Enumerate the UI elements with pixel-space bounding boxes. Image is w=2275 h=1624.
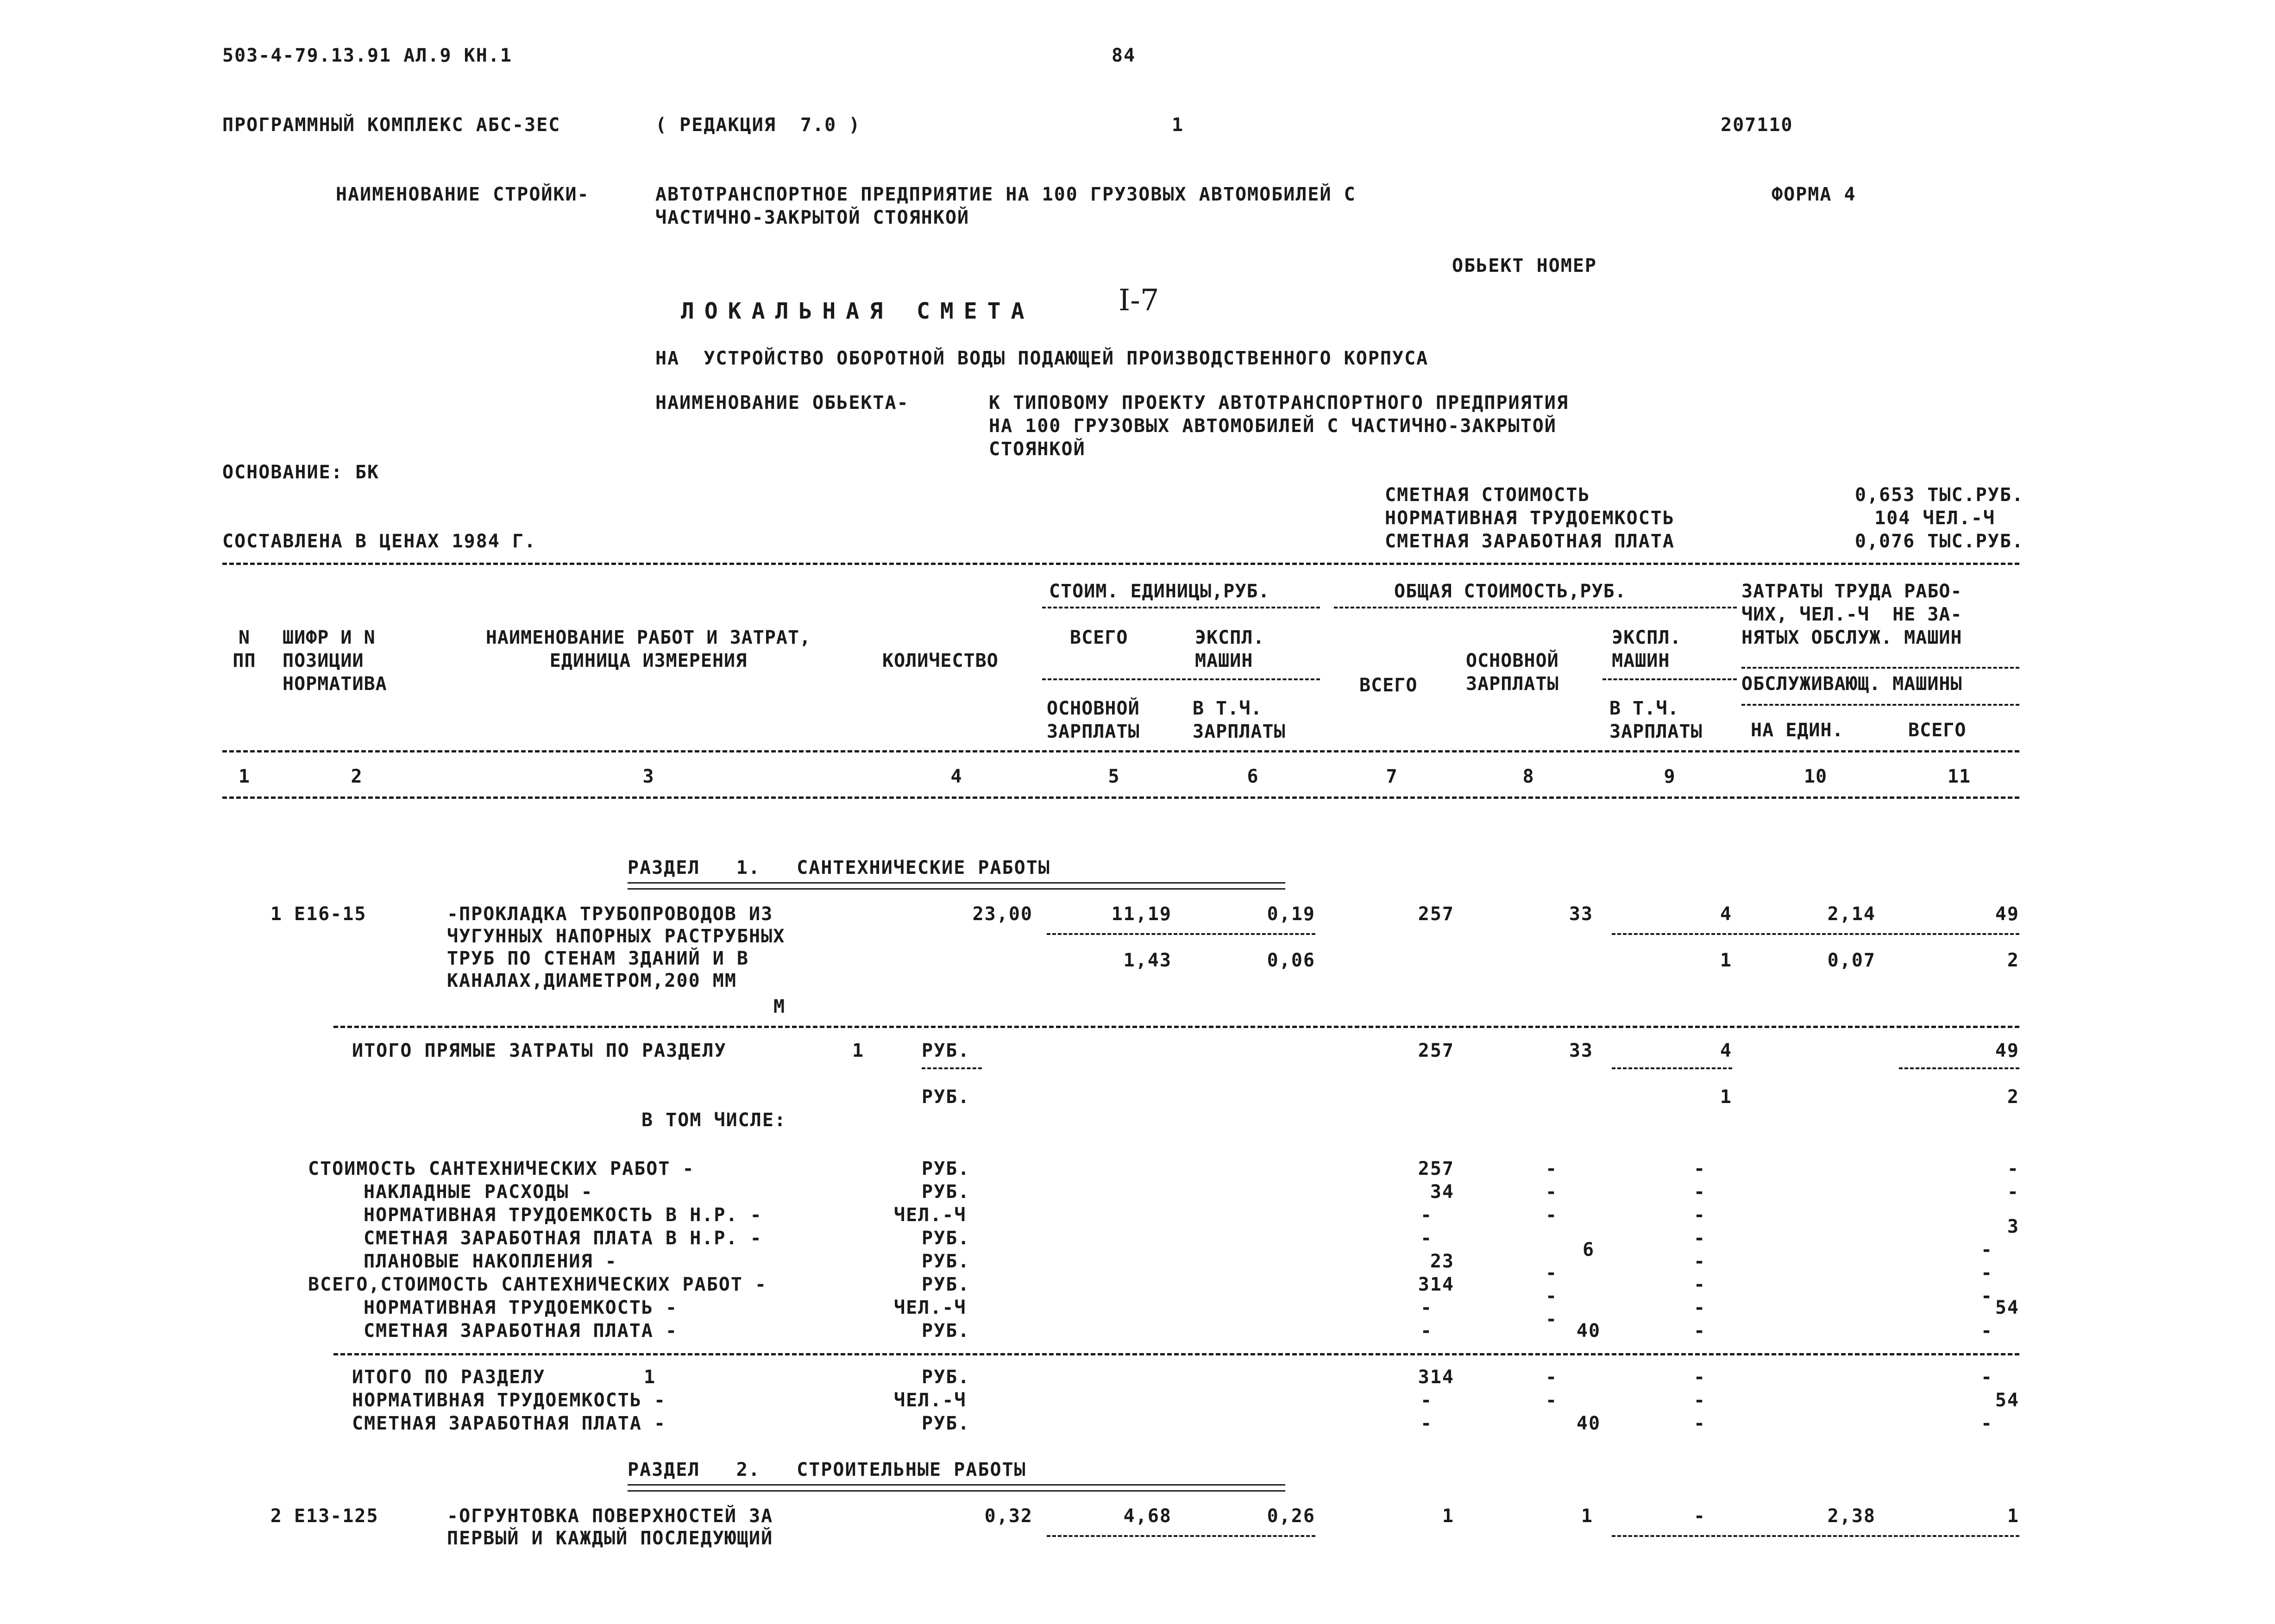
breakdown-label: НАКЛАДНЫЕ РАСХОДЫ - [364,1181,593,1203]
breakdown-wage: - [1545,1262,1558,1284]
direct-costs-total: 257 [1418,1040,1454,1061]
header-mid-rule [222,750,2019,752]
construction-name-line2: ЧАСТИЧНО-ЗАКРЫТОЙ СТОЯНКОЙ [655,207,970,228]
item-2-quantity: 0,32 [984,1505,1033,1527]
col-number-8: 8 [1522,766,1534,787]
section-1-title: РАЗДЕЛ 1. САНТЕХНИЧЕСКИЕ РАБОТЫ [628,857,1050,878]
breakdown-total: 257 [1418,1158,1454,1179]
header-col-3: НАИМЕНОВАНИЕ РАБОТ И ЗАТРАТ, ЕДИНИЦА ИЗМЕРЕНИЯ [485,627,811,671]
breakdown-labor: - [1980,1262,1993,1284]
breakdown-unit: РУБ. [922,1320,970,1342]
direct-costs-unit: РУБ. [922,1040,970,1061]
col-number-9: 9 [1664,766,1676,787]
total-value-wage: 0,076 ТЫС.РУБ. [1854,531,2024,552]
item-1-code: Е16-15 [294,903,367,925]
col-number-5: 5 [1108,766,1120,787]
breakdown-machines: - [1693,1228,1706,1249]
section-total-cost: - [1420,1413,1433,1434]
breakdown-machines: - [1693,1204,1706,1226]
section-total-cost: 314 [1418,1367,1454,1388]
breakdown-wage: 6 [1582,1239,1595,1260]
item-1-unit-wage: 1,43 [1123,950,1172,971]
breakdown-wage: - [1545,1181,1558,1203]
header-labor-service: ОБСЛУЖИВАЮЩ. МАШИНЫ [1741,673,1962,695]
item-1-labor-total-2: 2 [2007,950,2019,971]
direct-costs-labor-2: 2 [2007,1086,2019,1108]
item-1-quantity: 23,00 [972,903,1033,925]
object-name-line3: СТОЯНКОЙ [989,439,1086,460]
breakdown-wage: - [1545,1309,1558,1330]
header-col-8: ОСНОВНОЙ ЗАРПЛАТЫ [1466,650,1559,695]
item-1-machines: 4 [1720,903,1732,925]
item-1-labor-total: 49 [1995,903,2019,925]
direct-costs-wage: 33 [1569,1040,1593,1061]
item-1-wage: 33 [1569,903,1593,925]
total-label-cost: СМЕТНАЯ СТОИМОСТЬ [1385,484,1590,506]
total-value-labor: 104 ЧЕЛ.-Ч [1874,508,1995,529]
edition: ( РЕДАКЦИЯ 7.0 ) [655,114,861,136]
section-total-cost: - [1420,1390,1433,1411]
section-total-unit: РУБ. [922,1367,970,1388]
direct-costs-machine-wage: 1 [1720,1086,1732,1108]
section-total-labor: - [1980,1367,1993,1388]
header-col-7: ВСЕГО [1359,675,1418,696]
item-2-labor-unit: 2,38 [1827,1505,1876,1527]
breakdown-unit: ЧЕЛ.-Ч [894,1297,967,1318]
breakdown-total: - [1420,1320,1433,1342]
section-total-label: ИТОГО ПО РАЗДЕЛУ [352,1367,546,1388]
breakdown-wage: - [1545,1204,1558,1226]
breakdown-label: СМЕТНАЯ ЗАРАБОТНАЯ ПЛАТА - [364,1320,678,1342]
header-col-9a: ЭКСПЛ. МАШИН [1612,627,1682,671]
section-total-labor: - [1980,1413,1993,1434]
header-col-6b: В Т.Ч. ЗАРПЛАТЫ [1193,698,1286,742]
section-1-item-rule [333,1026,2019,1028]
object-name-line1: К ТИПОВОМУ ПРОЕКТУ АВТОТРАНСПОРТНОГО ПРЕДПРИЯТИЯ [989,392,1569,414]
page-number: 84 [1112,45,1136,66]
col-number-1: 1 [238,766,251,787]
item-1-unit-rule [1047,933,1315,935]
section-2-underline [628,1484,1285,1492]
section-total-machines: - [1693,1367,1706,1388]
item-1-unit-total: 11,19 [1111,903,1172,925]
breakdown-unit: РУБ. [922,1251,970,1272]
item-2-right-rule [1612,1535,2019,1537]
section-total-labor: 54 [1995,1390,2019,1411]
breakdown-machines: - [1693,1274,1706,1295]
col-number-3: 3 [642,766,654,787]
estimate-title: ЛОКАЛЬНАЯ СМЕТА [681,298,1035,324]
estimate-subject: НА УСТРОЙСТВО ОБОРОТНОЙ ВОДЫ ПОДАЮЩЕЙ ПРОИЗВОДСТВЕННОГО КОРПУСА [655,348,1429,369]
breakdown-total: - [1420,1228,1433,1249]
basis: ОСНОВАНИЕ: БК [222,462,380,483]
item-1-unit: М [773,996,786,1017]
item-2-unit-rule [1047,1535,1315,1537]
item-2-unit-total: 4,68 [1123,1505,1172,1527]
direct-costs-label: ИТОГО ПРЯМЫЕ ЗАТРАТЫ ПО РАЗДЕЛУ [352,1040,727,1061]
direct-costs-section-number: 1 [852,1040,865,1061]
header-col-5a: ВСЕГО [1070,627,1128,648]
breakdown-wage: - [1545,1285,1558,1307]
breakdown-total: 34 [1430,1181,1454,1203]
total-label-wage: СМЕТНАЯ ЗАРАБОТНАЯ ПЛАТА [1385,531,1675,552]
item-1-right-rule [1612,933,2019,935]
breakdown-total: - [1420,1204,1433,1226]
item-1-total: 257 [1418,903,1454,925]
col-number-2: 2 [351,766,363,787]
form-number: ФОРМА 4 [1772,184,1856,205]
breakdown-label: НОРМАТИВНАЯ ТРУДОЕМКОСТЬ В Н.Р. - [364,1204,762,1226]
sheet-number: 1 [1172,114,1184,136]
header-col-6a: ЭКСПЛ. МАШИН [1195,627,1265,671]
breakdown-labor: - [1980,1320,1993,1342]
breakdown-labor: - [1980,1285,1993,1307]
section-2-title: РАЗДЕЛ 2. СТРОИТЕЛЬНЫЕ РАБОТЫ [628,1459,1026,1480]
breakdown-labor: 54 [1995,1297,2019,1318]
col-number-11: 11 [1947,766,1971,787]
direct-costs-unit-rule [922,1067,982,1069]
section-total-unit: ЧЕЛ.-Ч [894,1390,967,1411]
section-total-label: НОРМАТИВНАЯ ТРУДОЕМКОСТЬ - [352,1390,666,1411]
breakdown-machines: - [1693,1251,1706,1272]
direct-costs-labor-rule [1899,1067,2019,1069]
breakdown-wage: 40 [1576,1320,1601,1342]
item-2-wage: 1 [1581,1505,1593,1527]
construction-label: НАИМЕНОВАНИЕ СТРОЙКИ- [336,184,590,205]
header-top-rule [222,563,2019,565]
header-col-2: ШИФР И N ПОЗИЦИИ НОРМАТИВА [283,627,387,695]
object-name-line2: НА 100 ГРУЗОВЫХ АВТОМОБИЛЕЙ С ЧАСТИЧНО-ЗАКРЫТОЙ [989,415,1557,437]
breakdown-labor: - [1980,1239,1993,1260]
breakdown-machines: - [1693,1297,1706,1318]
breakdown-label: ПЛАНОВЫЕ НАКОПЛЕНИЯ - [364,1251,617,1272]
item-2-description: -ОГРУНТОВКА ПОВЕРХНОСТЕЙ ЗА ПЕРВЫЙ И КАЖДЫЙ ПОСЛЕДУЮЩИЙ [447,1505,773,1549]
section-total-number: 1 [644,1367,656,1388]
header-mach-split-rule [1603,678,1737,680]
section-total-wage: - [1545,1367,1558,1388]
object-number: ОБЬЕКТ НОМЕР [1452,255,1597,276]
item-1-unit-machine-wage: 0,06 [1267,950,1315,971]
program-code: 207110 [1721,114,1793,136]
col-number-4: 4 [950,766,962,787]
object-label: НАИМЕНОВАНИЕ ОБЬЕКТА- [655,392,909,414]
header-unit-cost-rule [1042,607,1320,608]
breakdown-unit: РУБ. [922,1181,970,1203]
breakdown-unit: РУБ. [922,1228,970,1249]
item-1-unit-machines: 0,19 [1267,903,1315,925]
breakdown-label: ВСЕГО,СТОИМОСТЬ САНТЕХНИЧЕСКИХ РАБОТ - [308,1274,767,1295]
header-labor-rule-2 [1741,704,2019,706]
breakdown-labor: - [2007,1158,2019,1179]
item-2-labor-total: 1 [2007,1505,2019,1527]
section-total-wage: - [1545,1390,1558,1411]
item-2-machines: - [1693,1505,1706,1527]
item-1-description: -ПРОКЛАДКА ТРУБОПРОВОДОВ ИЗ ЧУГУННЫХ НАПОРНЫХ РАСТРУБНЫХ ТРУБ ПО СТЕНАМ ЗДАНИЙ И В КАНАЛАХ,ДИАМЕТРОМ,200 ММ [447,903,786,991]
section-total-machines: - [1693,1390,1706,1411]
direct-costs-machines: 4 [1720,1040,1732,1061]
item-2-unit-machines: 0,26 [1267,1505,1315,1527]
header-total-cost-rule [1334,607,1737,608]
section-total-machines: - [1693,1413,1706,1434]
price-basis: СОСТАВЛЕНА В ЦЕНАХ 1984 Г. [222,531,537,552]
header-col-11: ВСЕГО [1908,720,1967,741]
total-label-labor: НОРМАТИВНАЯ ТРУДОЕМКОСТЬ [1385,508,1675,529]
item-1-number: 1 [270,903,283,925]
header-bottom-rule [222,796,2019,799]
total-value-cost: 0,653 ТЫС.РУБ. [1854,484,2024,506]
section-total-wage: 40 [1576,1413,1601,1434]
item-1-machine-wage: 1 [1720,950,1732,971]
program-name: ПРОГРАММНЫЙ КОМПЛЕКС АБС-3ЕС [222,114,561,136]
breakdown-total: - [1420,1297,1433,1318]
section-total-label: СМЕТНАЯ ЗАРАБОТНАЯ ПЛАТА - [352,1413,666,1434]
breakdown-unit: ЧЕЛ.-Ч [894,1204,967,1226]
direct-costs-unit-2: РУБ. [922,1086,970,1108]
construction-name-line1: АВТОТРАНСПОРТНОЕ ПРЕДПРИЯТИЕ НА 100 ГРУЗОВЫХ АВТОМОБИЛЕЙ С [655,184,1356,205]
breakdown-machines: - [1693,1181,1706,1203]
breakdown-machines: - [1693,1158,1706,1179]
item-1-labor-unit-2: 0,07 [1827,950,1876,971]
direct-costs-machines-rule [1612,1067,1732,1069]
breakdown-label: НОРМАТИВНАЯ ТРУДОЕМКОСТЬ - [364,1297,678,1318]
breakdown-label: СТОИМОСТЬ САНТЕХНИЧЕСКИХ РАБОТ - [308,1158,695,1179]
col-number-10: 10 [1804,766,1828,787]
breakdown-wage: - [1545,1158,1558,1179]
breakdown-total: 314 [1418,1274,1454,1295]
breakdown-unit: РУБ. [922,1158,970,1179]
breakdown-labor: - [2007,1181,2019,1203]
header-unit-split-rule [1042,678,1320,680]
header-col-10: НА ЕДИН. [1751,720,1844,741]
header-unit-cost: СТОИМ. ЕДИНИЦЫ,РУБ. [1049,581,1270,602]
item-2-total: 1 [1442,1505,1454,1527]
item-2-code: Е13-125 [294,1505,379,1527]
header-col-4: КОЛИЧЕСТВО [882,650,999,671]
header-labor: ЗАТРАТЫ ТРУДА РАБО- ЧИХ, ЧЕЛ.-Ч НЕ ЗА- НЯТЫХ ОБСЛУЖ. МАШИН [1741,581,1962,648]
section-total-unit: РУБ. [922,1413,970,1434]
estimate-number: I-7 [1119,283,1159,318]
direct-costs-labor: 49 [1995,1040,2019,1061]
col-number-7: 7 [1386,766,1398,787]
breakdown-machines: - [1693,1320,1706,1342]
section-1-underline [628,882,1285,890]
item-2-number: 2 [270,1505,283,1527]
section-1-breakdown-rule [333,1353,2019,1355]
header-total-cost: ОБЩАЯ СТОИМОСТЬ,РУБ. [1394,581,1627,602]
header-labor-rule-1 [1741,667,2019,669]
item-1-labor-unit: 2,14 [1827,903,1876,925]
col-number-6: 6 [1247,766,1259,787]
including-label: В ТОМ ЧИСЛЕ: [641,1110,786,1131]
header-col-1: N ПП [233,627,256,671]
breakdown-total: 23 [1430,1251,1454,1272]
breakdown-unit: РУБ. [922,1274,970,1295]
breakdown-labor: 3 [2007,1216,2019,1237]
document-code: 503-4-79.13.91 АЛ.9 КН.1 [222,45,512,66]
breakdown-label: СМЕТНАЯ ЗАРАБОТНАЯ ПЛАТА В Н.Р. - [364,1228,762,1249]
header-col-9b: В Т.Ч. ЗАРПЛАТЫ [1609,698,1703,742]
header-col-5b: ОСНОВНОЙ ЗАРПЛАТЫ [1047,698,1140,742]
